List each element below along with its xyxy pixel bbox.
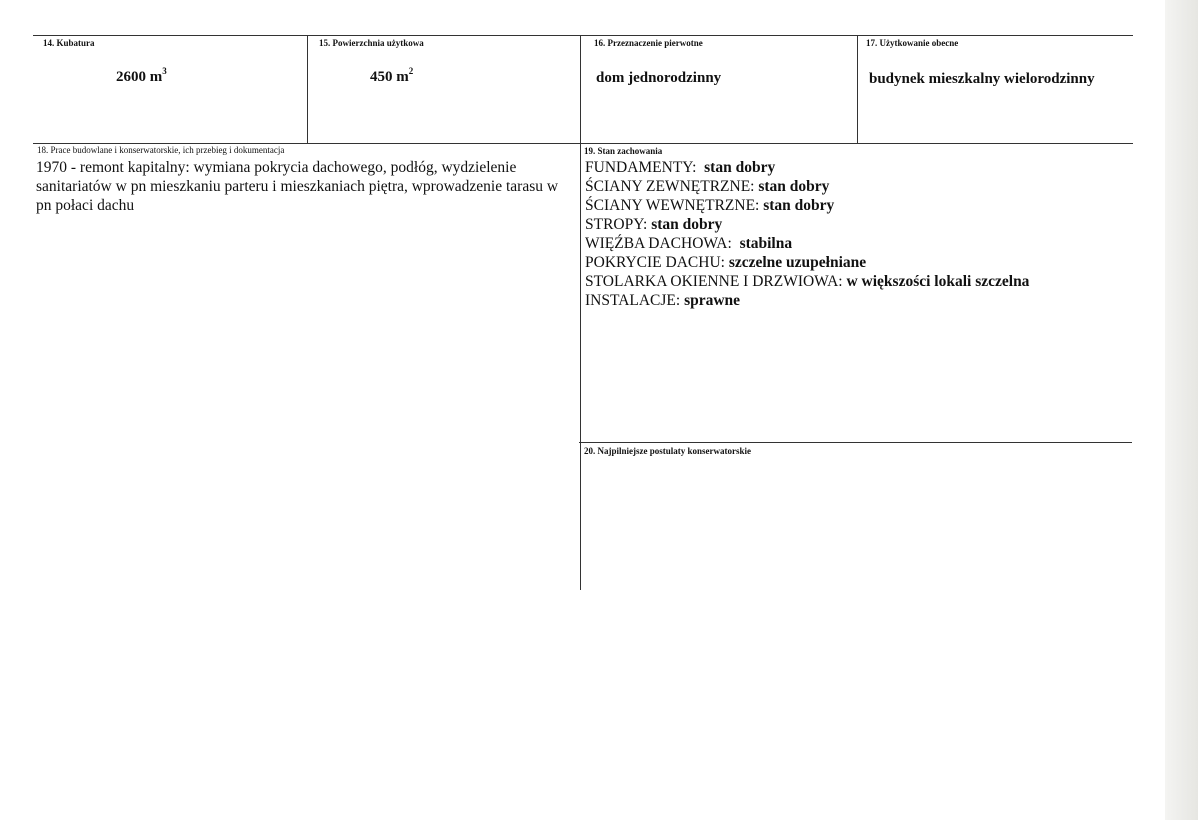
stan-row-fundamenty: FUNDAMENTY: stan dobry [585, 159, 776, 176]
top-border [33, 35, 1133, 36]
stan-row-sciany-zewnetrzne: ŚCIANY ZEWNĘTRZNE: stan dobry [585, 178, 830, 195]
powierzchnia-label: 15. Powierzchnia użytkowa [319, 38, 424, 48]
col-divider-3 [857, 35, 858, 143]
powierzchnia-value: 450 $m^2$ [370, 66, 414, 85]
col-divider-2 [580, 35, 581, 590]
kubatura-label: 14. Kubatura [43, 38, 95, 48]
stan-row-stolarka: STOLARKA OKIENNE I DRZWIOWA: w większości lokali szczelna [585, 273, 1030, 290]
przeznaczenie-label: 16. Przeznaczenie pierwotne [594, 38, 703, 48]
stan-row-sciany-wewnetrzne: ŚCIANY WEWNĘTRZNE: stan dobry [585, 197, 835, 214]
stan-row-instalacje: INSTALACJE: sprawne [585, 292, 741, 309]
stan-label: 19. Stan zachowania [584, 146, 663, 156]
row-divider [33, 143, 1133, 144]
stan-row-pokrycie: POKRYCIE DACHU: szczelne uzupełniane [585, 254, 867, 271]
postulaty-label: 20. Najpilniejsze postulaty konserwatorskie [584, 446, 751, 456]
stan-row-stropy: STROPY: stan dobry [585, 216, 723, 233]
stan-postulaty-divider [579, 442, 1132, 443]
uzytkowanie-label: 17. Użytkowanie obecne [866, 38, 959, 48]
uzytkowanie-value: budynek mieszkalny wielorodzinny [869, 71, 1095, 87]
page-edge-shadow [1165, 0, 1198, 820]
stan-list [585, 158, 1130, 310]
stan-row-wiezba: WIĘŹBA DACHOWA: stabilna [585, 235, 793, 252]
kubatura-value: 2600 $m^3$ [116, 66, 167, 85]
col-divider-1 [307, 35, 308, 143]
przeznaczenie-value: dom jednorodzinny [596, 70, 722, 86]
prace-text: 1970 - remont kapitalny: wymiana pokrycia dachowego, podłóg, wydzielenie sanitariatów w pn mieszkaniu parteru i mieszkaniach piętra, wprowadzenie tarasu w pn połaci dachu [36, 159, 559, 214]
prace-label: 18. Prace budowlane i konserwatorskie, ich przebieg i dokumentacja [37, 145, 285, 155]
